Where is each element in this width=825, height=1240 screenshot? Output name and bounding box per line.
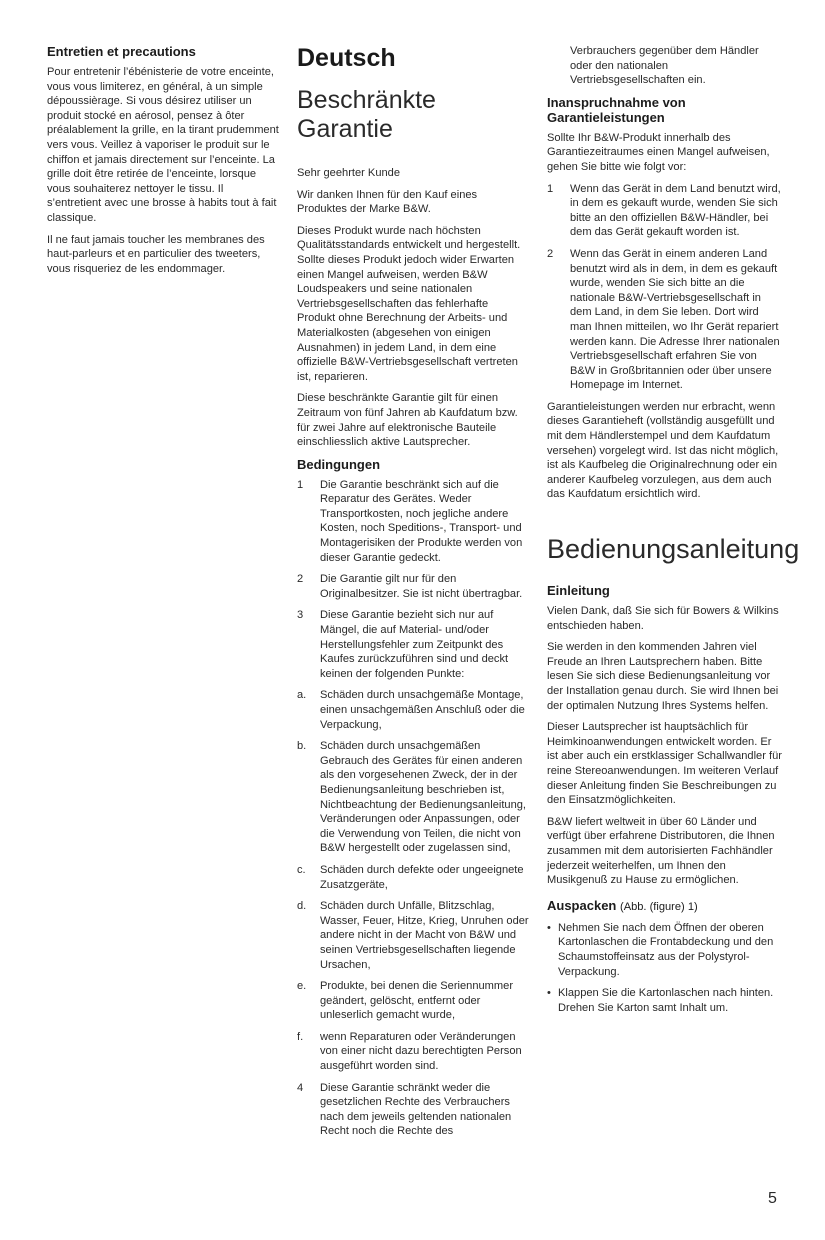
list-marker: d. [297,900,307,913]
claims-intro: Sollte Ihr B&W-Produkt innerhalb des Garantiezeitraumes einen Mangel aufweisen, gehen Sie bitte wie folgt vor: [547,131,770,173]
list-marker: 1 [547,182,554,195]
claims-outro: Garantieleistungen werden nur erbracht, wenn dieses Garantieheft (vollständig ausgefüllt und mit dem Händlerstempel und dem Kaufdatum versehen) vorgelegt wird. Ist das nicht möglich, ist als Kaufbeleg die Originalrechnung oder ein anderer Kaufbeleg vorzulegen, aus dem auch das Kaufdatum ersichtlich wird. [547,400,779,501]
intro-paragraph-1: Vielen Dank, daß Sie sich für Bowers & Wilkins entschieden haben. [547,605,779,632]
continuation-text: Verbrauchers gegenüber dem Händler oder den nationalen Vertriebsgesellschaften ein. [570,45,759,87]
column-german-warranty [297,44,529,1146]
warranty-paragraph-1: Wir danken Ihnen für den Kauf eines Produktes der Marke B&W. [297,188,478,216]
greeting: Sehr geehrter Kunde [297,167,400,179]
list-item [297,899,529,972]
bullet: • [547,921,551,934]
list-item [297,1030,529,1074]
list-marker: 3 [297,609,304,622]
list-text: Die Garantie gilt nur für den Originalbesitzer. Sie ist nicht übertragbar. [320,573,523,600]
list-item [297,478,529,566]
list-text: Schäden durch unsachgemäßen Gebrauch des Gerätes für einen anderen als den vorgesehenen Zweck, der in der Bedienungsanleitung beschrieben ist, Nichtbeachtung der Bedienungsanleitung, Veränderungen oder Anpassungen, oder die Verwendung von Teilen, die nicht von B&W hergestellt oder zugelassen sind, [320,740,527,855]
list-marker: f. [297,1030,304,1043]
list-item [297,608,529,681]
list-text: Diese Garantie schränkt weder die gesetzlichen Rechte des Verbrauchers nach dem jeweils geltenden nationalen Recht noch die Rechte des [320,1081,512,1138]
page-number: 5 [768,1190,777,1207]
unpack-figure-ref: (Abb. (figure) 1) [620,900,698,913]
claims-heading: Inanspruchnahme von Garantieleistungen [547,94,686,125]
list-text: Schäden durch unsachgemäße Montage, einen unsachgemäßen Anschluß oder die Verpackung, [320,689,525,731]
unpack-heading-text: Auspacken [547,897,617,913]
list-item [297,572,529,601]
list-marker: b. [297,740,307,753]
care-heading: Entretien et precautions [47,44,196,59]
unpack-list [547,921,783,1016]
claims-list [547,182,783,393]
warranty-paragraph-2: Dieses Produkt wurde nach höchsten Qualitätsstandards entwickelt und hergestellt. Sollte dieses Produkt jedoch wider Erwarten einen Mangel aufweisen, werden B&W Loudspeakers und seine nationalen Vertriebsgesellschaften das fehlerhafte Produkt ohne Berechnung der Arbeits- und Materialkosten (abgesehen von einigen Ausnahmen) in jedem Land, in dem eine offizielle B&W-Vertriebsgesellschaft vertreten ist, reparieren. [297,224,521,383]
list-item [547,986,783,1015]
intro-paragraph-3: Dieser Lautsprecher ist hauptsächlich für Heimkinoanwendungen entwickelt worden. Er ist aber auch ein erstklassiger Schallwandler für reine Stereoanwendungen. Im weiteren Verlauf dieser Anleitung finden Sie Beschreibungen zu den Einsatzmöglichkeiten. [547,721,782,807]
list-marker: c. [297,863,306,876]
intro-paragraph-4: B&W liefert weltweit in über 60 Länder und verfügt über erfahrene Distributoren, die Ihnen zusammen mit dem autorisierten Fachhändler jederzeit weiterhelfen, um Ihnen den Musikgenuß zu Hause zu ermöglichen. [547,815,775,887]
list-item [297,1081,529,1139]
list-text: Wenn das Gerät in dem Land benutzt wird, in dem es gekauft wurde, wenden Sie sich bitte an den offiziellen B&W-Händler, bei dem das Gerät gekauft worden ist. [570,182,781,239]
intro-paragraph-2: Sie werden in den kommenden Jahren viel Freude an Ihren Lautsprechern haben. Bitte lesen Sie sich diese Bedienungsanleitung vor der Installation genau durch. Sie wird Ihnen bei der optimalen Nutzung Ihres Systems helfen. [547,641,779,712]
list-text: wenn Reparaturen oder Veränderungen von einer nicht dazu berechtigten Person ausgeführt worden sind. [320,1030,522,1073]
intro-heading: Einleitung [547,583,610,599]
list-item [547,182,783,240]
care-warning-paragraph: Il ne faut jamais toucher les membranes des haut-parleurs et en particulier des tweeters, vous risqueriez de les endommager. [47,233,265,275]
list-text: Die Garantie beschränkt sich auf die Reparatur des Gerätes. Weder Transportkosten, noch jegliche andere Kosten, noch Speditions-, Transport- und Montagerisiken der Produkte werden von dieser Garantie gedeckt. [320,478,523,564]
list-text: Diese Garantie bezieht sich nur auf Mängel, die auf Material- und/oder Herstellungsfehler zum Zeitpunkt des Kaufes zurückzuführen sind und deckt keinen der folgenden Punkte: [320,609,509,680]
column-french-care [47,44,280,283]
list-item [297,863,529,892]
conditions-heading: Bedingungen [297,456,381,472]
warranty-title: Beschränkte Garantie [297,86,436,143]
list-item [297,739,529,856]
list-marker: 2 [547,247,554,260]
care-paragraph: Pour entretenir l’ébénisterie de votre enceinte, vous vous limiterez, en général, à un simple dépoussièrage. Si vous désirez utiliser un produit stocké en aérosol, pensez à ôter préalablement la grille, en la tirant prudemment vers vous. Veillez à vaporiser le produit sur le chiffon et jamais directement sur l’enceinte. La grille doit être retirée de l’enceinte, lorsque vous souhaiterez nettoyer le tissu. Il s’entretient avec une brosse à habits tout à fait classique. [47,66,279,224]
list-item [547,247,783,393]
list-item [547,921,783,979]
list-text: Klappen Sie die Kartonlaschen nach hinten. Drehen Sie Karton samt Inhalt um. [558,987,774,1014]
list-marker: 4 [297,1081,304,1094]
list-marker: 1 [297,478,304,491]
warranty-paragraph-3: Diese beschränkte Garantie gilt für einen Zeitraum von fünf Jahren ab Kaufdatum bzw. für zwei Jahre auf elektronische Bauteile einschliesslich aktive Lautsprecher. [297,392,518,449]
list-marker: a. [297,689,307,702]
list-item [297,979,529,1023]
list-item [297,688,529,732]
list-marker: 2 [297,573,304,586]
list-text: Schäden durch defekte oder ungeeignete Zusatzgeräte, [320,863,524,891]
list-text: Nehmen Sie nach dem Öffnen der oberen Kartonlaschen die Frontabdeckung und den Schaumstoffeinsatz aus der Polystyrol-Verpackung. [558,921,774,978]
list-marker: e. [297,980,307,993]
manual-title: Bedienungsanleitung [547,534,800,565]
column-german-claims-manual [547,44,800,1022]
bullet: • [547,987,551,1000]
list-text: Wenn das Gerät in einem anderen Land benutzt wird als in dem, in dem es gekauft wurde, wenden Sie sich bitte an die nationale B&W-Vertriebsgesellschaft in dem Land, in dem Sie leben. Dort wird man Ihnen mitteilen, wo Ihr Gerät repariert werden kann. Die Adresse Ihrer nationalen Vertriebsgesellschaft erfahren Sie von B&W in Großbritannien oder über unsere Homepage im Internet. [570,247,780,392]
list-text: Produkte, bei denen die Seriennummer geändert, gelöscht, entfernt oder unleserlich gemacht wurde, [320,980,514,1022]
list-text: Schäden durch Unfälle, Blitzschlag, Wasser, Feuer, Hitze, Krieg, Unruhen oder andere nicht in der Macht von B&W und seinen Vertriebsgesellschaften liegende Ursachen, [320,900,529,971]
language-heading: Deutsch [297,44,396,72]
conditions-list [297,478,529,1139]
unpack-heading [547,898,783,915]
